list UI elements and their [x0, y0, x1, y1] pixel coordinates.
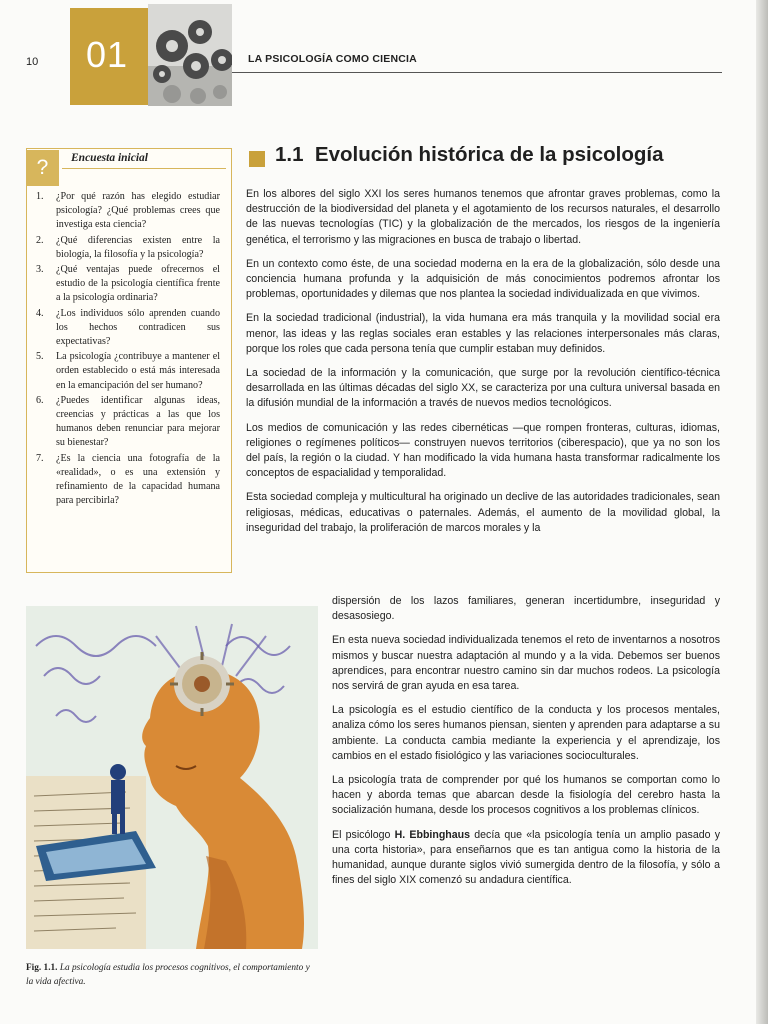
chapter-number: 01 — [86, 34, 129, 75]
paragraph: En la sociedad tradicional (industrial), la vida humana era más tranquila y la movilidad social era menor, las ideas y las reglas sociales eran estables y las relaciones interpersonales más claras, porque los roles que cada persona tenía que cumplir estaban muy definidos. — [246, 312, 720, 355]
question-text: ¿Por qué razón has elegido estudiar psicología? ¿Qué problemas crees que investiga esta ciencia? — [56, 191, 220, 231]
question-text: ¿Es la ciencia una fotografía de la «realidad», o es una extensión y refinamiento de la capacidad humana para percibirla? — [56, 452, 220, 507]
list-item — [36, 190, 220, 233]
question-text: La psicología ¿contribuye a mantener el orden establecido o está más interesada en la emancipación del ser humano? — [56, 351, 220, 391]
survey-questions — [36, 190, 220, 509]
paragraph: La sociedad de la información y la comunicación, que surge por la revolución científico-técnica desarrollada en las últimas décadas del siglo XX, se caracteriza por una cultura universal basada en la difusión mundial de la información a través de nuevos medios tecnológicos. — [246, 367, 720, 410]
paragraph: Esta sociedad compleja y multicultural ha originado un declive de las autoridades tradicionales, sean religiosas, médicas, educativas o paternales. Además, el aumento de la movilidad global, la inseguridad del trabajo, la proliferación de marcos morales y la — [246, 491, 720, 534]
page-number: 10 — [26, 56, 39, 68]
question-text: ¿Puedes identificar algunas ideas, creencias y prácticas a las que los humanos deben renunciar para mejorar su bienestar? — [56, 394, 220, 449]
body-text-lower — [332, 595, 720, 897]
list-item — [36, 263, 220, 306]
author-name: H. Ebbinghaus — [394, 828, 471, 841]
paragraph — [332, 828, 720, 889]
question-number: 2. — [36, 234, 44, 246]
paragraph-intro: El psicólogo — [332, 828, 395, 841]
question-number: 6. — [36, 394, 44, 406]
body-text — [246, 187, 720, 536]
paragraph: Los medios de comunicación y las redes cibernéticas —que rompen fronteras, culturas, idiomas, religiones o regímenes políticos— construyen nuevos territorios (ciberespacio), que ya no son los del país, la región o la ciudad. Y han modificado la vida humana hasta transformar radicalmente los conceptos de espacialidad y temporalidad. — [246, 421, 720, 480]
gears-icon — [148, 4, 232, 106]
header-rule — [232, 72, 722, 73]
paragraph: La psicología trata de comprender por qué los humanos se comportan como lo hacen y aborda temas que abarcan desde la fisiología del cerebro hasta la socialización humana, desde los procesos cognitivos a los problemas clínicos. — [332, 774, 720, 817]
question-number: 5. — [36, 351, 44, 363]
page-edge — [756, 0, 768, 1024]
question-number: 7. — [36, 452, 44, 464]
list-item — [36, 234, 220, 262]
question-badge-icon: ? — [26, 150, 59, 186]
figure-label: Fig. 1.1. — [26, 963, 58, 973]
list-item — [36, 307, 220, 350]
paragraph: La psicología es el estudio científico de la conducta y los procesos mentales, analiza cómo los seres humanos piensan, sienten y aprenden para adaptarse a su ambiente. La conducta cambia mediante la experiencia y el aprendizaje, los cambios en el estado fisiológico y las variaciones socioculturales. — [332, 704, 720, 762]
question-number: 3. — [36, 264, 44, 276]
question-number: 1. — [36, 191, 44, 202]
list-item — [36, 350, 220, 393]
section-title — [275, 143, 664, 167]
survey-divider — [62, 168, 226, 169]
paragraph: dispersión de los lazos familiares, generan incertidumbre, inseguridad y desasosiego. — [332, 595, 720, 623]
question-number: 4. — [36, 307, 44, 319]
section-marker — [249, 151, 265, 167]
list-item — [36, 452, 220, 509]
list-item — [36, 394, 220, 451]
figure-illustration — [26, 606, 318, 949]
section-heading: Evolución histórica de la psicología — [314, 143, 664, 166]
section-number: 1.1 — [275, 143, 304, 166]
question-text: ¿Los individuos sólo aprenden cuando los hechos contradicen sus expectativas? — [56, 307, 220, 348]
figure-caption — [26, 961, 316, 989]
survey-title: Encuesta inicial — [71, 152, 148, 164]
question-text: ¿Qué ventajas puede ofrecernos el estudio de la psicología científica frente a la psicología ordinaria? — [56, 264, 220, 304]
paragraph: En esta nueva sociedad individualizada tenemos el reto de inventarnos a nosotros mismos y buscar nuestra adaptación al mundo y a la vida. Debemos ser buenos aprendices, para encontrar nuestro camino sin dar muchos rodeos. La psicología nos servirá de gran ayuda en esa tarea. — [332, 634, 720, 693]
paragraph-rest: decía que «la psicología tenía un amplio pasado y una corta historia», para enseñarnos que es tan antigua como la historia de la humanidad, aunque durante siglos vivió sumergida dentro de la filosofía, y sólo a fines del siglo XIX comenzó su andadura científica. — [332, 828, 720, 887]
paragraph: En un contexto como éste, de una sociedad moderna en la era de la globalización, sólo desde una conciencia humana profunda y la adquisición de más conocimientos podremos afrontar los problemas, oportunidades y dilemas que nos plantea la sociedad individualizada en que vivimos. — [246, 257, 720, 301]
chapter-title: LA PSICOLOGÍA COMO CIENCIA — [248, 53, 417, 65]
figure-caption-text: La psicología estudia los procesos cognitivos, el comportamiento y la vida afectiva. — [26, 963, 310, 987]
paragraph: En los albores del siglo XXI los seres humanos tenemos que afrontar graves problemas, como la destrucción de la biodiversidad del planeta y el agotamiento de los recursos naturales, el desarrollo de las nuevas tecnologías (TIC) y la globalización de the mercados, los riesgos de la ingeniería genética, el terrorismo y las migraciones en busca de trabajo o libertad. — [246, 188, 720, 246]
question-text: ¿Qué diferencias existen entre la biología, la filosofía y la psicología? — [56, 234, 220, 260]
